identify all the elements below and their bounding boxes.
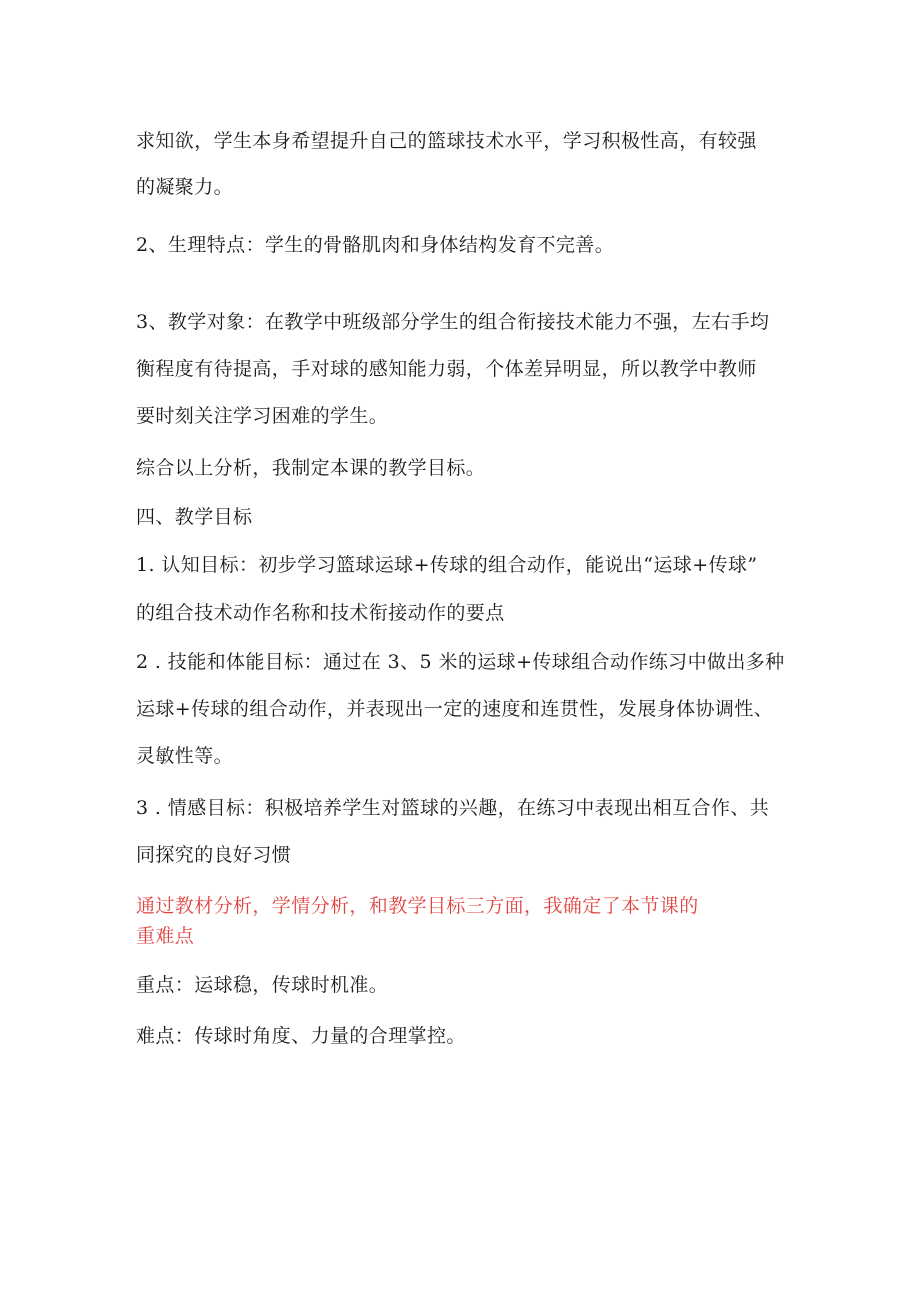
physiology-line: 2、生理特点：学生的骨骼肌肉和身体结构发育不完善。 — [136, 234, 615, 256]
cognitive-goal-line-2: 的组合技术动作名称和技术衔接动作的要点 — [136, 602, 505, 624]
highlight-line-2: 重难点 — [136, 925, 195, 947]
section-heading: 四、教学目标 — [136, 506, 253, 528]
teaching-object-line-2: 衡程度有待提高，手对球的感知能力弱，个体差异明显，所以教学中教师 — [136, 358, 757, 380]
difficulty-line: 难点：传球时角度、力量的合理掌控。 — [136, 1025, 466, 1047]
skill-goal-line-3: 灵敏性等。 — [136, 745, 234, 767]
teaching-object-line-3: 要时刻关注学习困难的学生。 — [136, 405, 389, 427]
summary-line: 综合以上分析，我制定本课的教学目标。 — [136, 457, 486, 479]
emotion-goal-line-1: 3 . 情感目标：积极培养学生对篮球的兴趣，在练习中表现出相互合作、共 — [136, 797, 770, 819]
key-point-line: 重点：运球稳，传球时机准。 — [136, 974, 389, 996]
paragraph-line-1: 求知欲，学生本身希望提升自己的篮球技术水平，学习积极性高，有较强 — [136, 130, 757, 152]
paragraph-line-2: 的凝聚力。 — [136, 176, 234, 198]
skill-goal-line-1: 2 . 技能和体能目标：通过在 3、5 米的运球+传球组合动作练习中做出多种 — [136, 651, 785, 673]
emotion-goal-line-2: 同探究的良好习惯 — [136, 844, 292, 866]
skill-goal-line-2: 运球+传球的组合动作，并表现出一定的速度和连贯性，发展身体协调性、 — [136, 698, 774, 720]
highlight-line-1: 通过教材分析，学情分析，和教学目标三方面，我确定了本节课的 — [136, 895, 699, 917]
teaching-object-line-1: 3、教学对象：在教学中班级部分学生的组合衔接技术能力不强，左右手均 — [136, 311, 770, 333]
cognitive-goal-line-1: 1. 认知目标：初步学习篮球运球+传球的组合动作，能说出“运球+传球” — [136, 554, 758, 576]
